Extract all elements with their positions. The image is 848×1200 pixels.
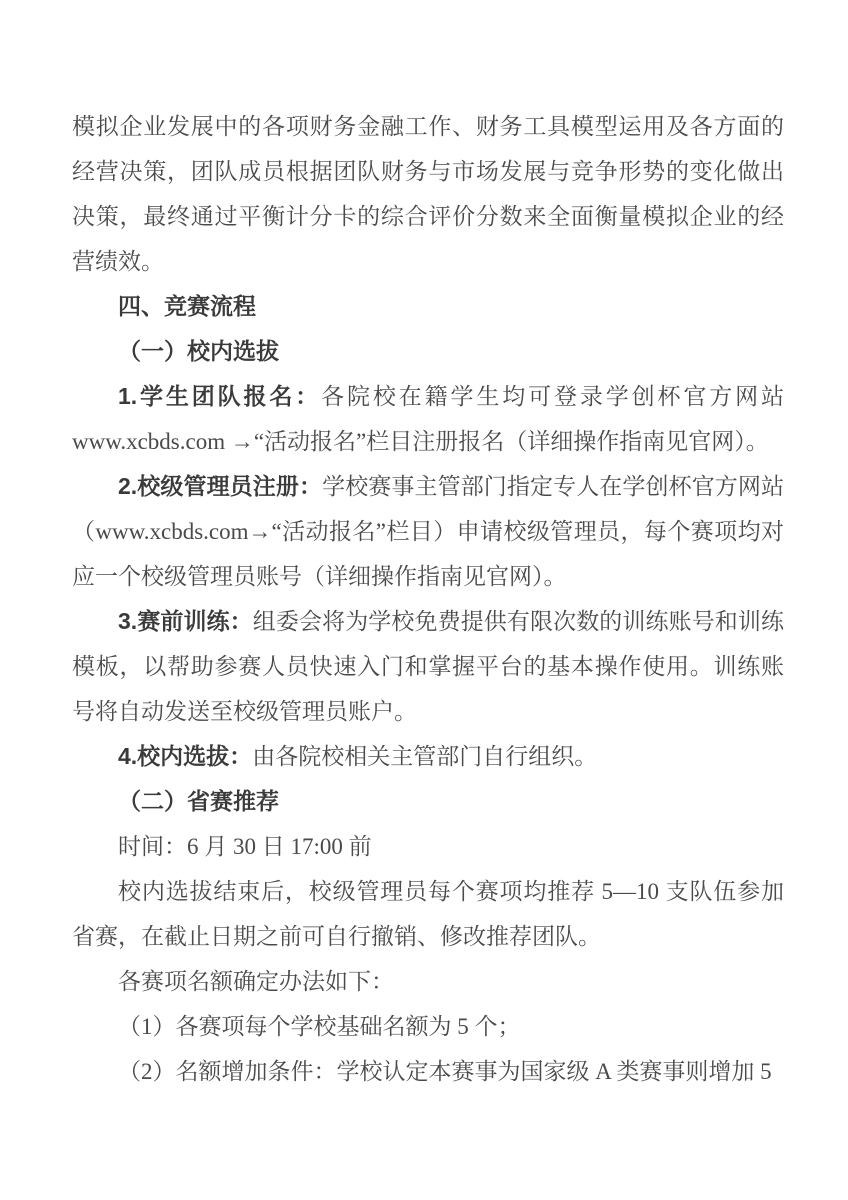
numbered-item-lead: 2.校级管理员注册： [118,473,323,499]
body-paragraph-deadline: 时间：6 月 30 日 17:00 前 [118,834,372,859]
subsection-heading-school-selection: （一）校内选拔 [118,338,279,364]
document-text-block [72,104,784,1094]
body-paragraph: 模拟企业发展中的各项财务金融工作、财务工具模型运用及各方面的经营决策，团队成员根据团队财务与市场发展与竞争形势的变化做出决策，最终通过平衡计分卡的综合评价分数来全面衡量模拟企业的经营绩效。 [72,114,784,274]
numbered-item-lead: 3.赛前训练： [118,608,253,634]
numbered-item-text: 学校赛事主管部门指定专人在学创杯官方网站（www.xcbds.com→“活动报名”栏目）申请校级管理员，每个赛项均对应一个校级管理员账号（详细操作指南见官网）。 [72,474,785,589]
numbered-item-pre-competition-training [72,599,784,734]
numbered-item-school-selection [72,734,784,779]
body-paragraph-quota-base: （1）各赛项每个学校基础名额为 5 个； [118,1014,521,1039]
body-paragraph-recommendation-rule: 校内选拔结束后，校级管理员每个赛项均推荐 5—10 支队伍参加省赛，在截止日期之前可自行撤销、修改推荐团队。 [72,879,784,949]
numbered-item-text: 组委会将为学校免费提供有限次数的训练账号和训练模板，以帮助参赛人员快速入门和掌握平台的基本操作使用。训练账号将自动发送至校级管理员账户。 [72,609,785,724]
numbered-item-text: 各院校在籍学生均可登录学创杯官方网站www.xcbds.com →“活动报名”栏目注册报名（详细操作指南见官网）。 [72,384,785,454]
numbered-item-admin-registration [72,464,784,599]
numbered-item-text: 由各院校相关主管部门自行组织。 [252,744,598,769]
numbered-item-lead: 4.校内选拔： [118,743,253,769]
numbered-item-lead: 1.学生团队报名： [118,383,322,409]
section-heading-competition-process: 四、竞赛流程 [118,293,256,319]
subsection-heading-provincial-recommendation: （二）省赛推荐 [118,788,279,814]
body-paragraph-quota-increase: （2）名额增加条件：学校认定本赛事为国家级 A 类赛事则增加 5 [118,1059,772,1084]
body-paragraph-quota-intro: 各赛项名额确定办法如下： [118,969,394,994]
numbered-item-student-registration [72,374,784,464]
